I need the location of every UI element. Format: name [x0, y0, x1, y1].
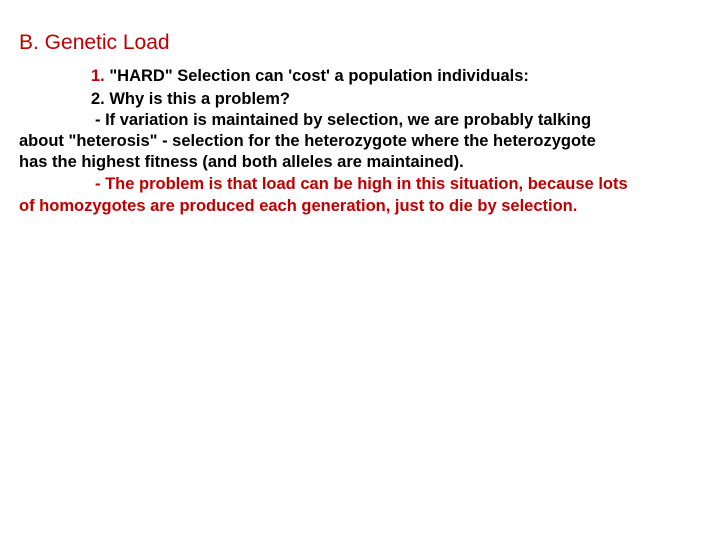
slide-title: B. Genetic Load — [19, 31, 170, 54]
item-1-text: "HARD" Selection can 'cost' a population individuals: — [104, 67, 529, 85]
item-1-number: 1. — [91, 67, 105, 85]
paragraph-1-line-1: - If variation is maintained by selection, we are probably talking — [95, 111, 592, 129]
paragraph-2-line-1: - The problem is that load can be high in this situation, because lots — [95, 175, 628, 193]
paragraph-1-line-3: has the highest fitness (and both alleles are maintained). — [19, 153, 464, 171]
item-2: 2. Why is this a problem? — [91, 90, 290, 108]
paragraph-1-line-2: about "heterosis" - selection for the heterozygote where the heterozygote — [19, 132, 596, 150]
item-1 — [91, 66, 529, 86]
paragraph-2-line-2: of homozygotes are produced each generation, just to die by selection. — [19, 197, 578, 215]
